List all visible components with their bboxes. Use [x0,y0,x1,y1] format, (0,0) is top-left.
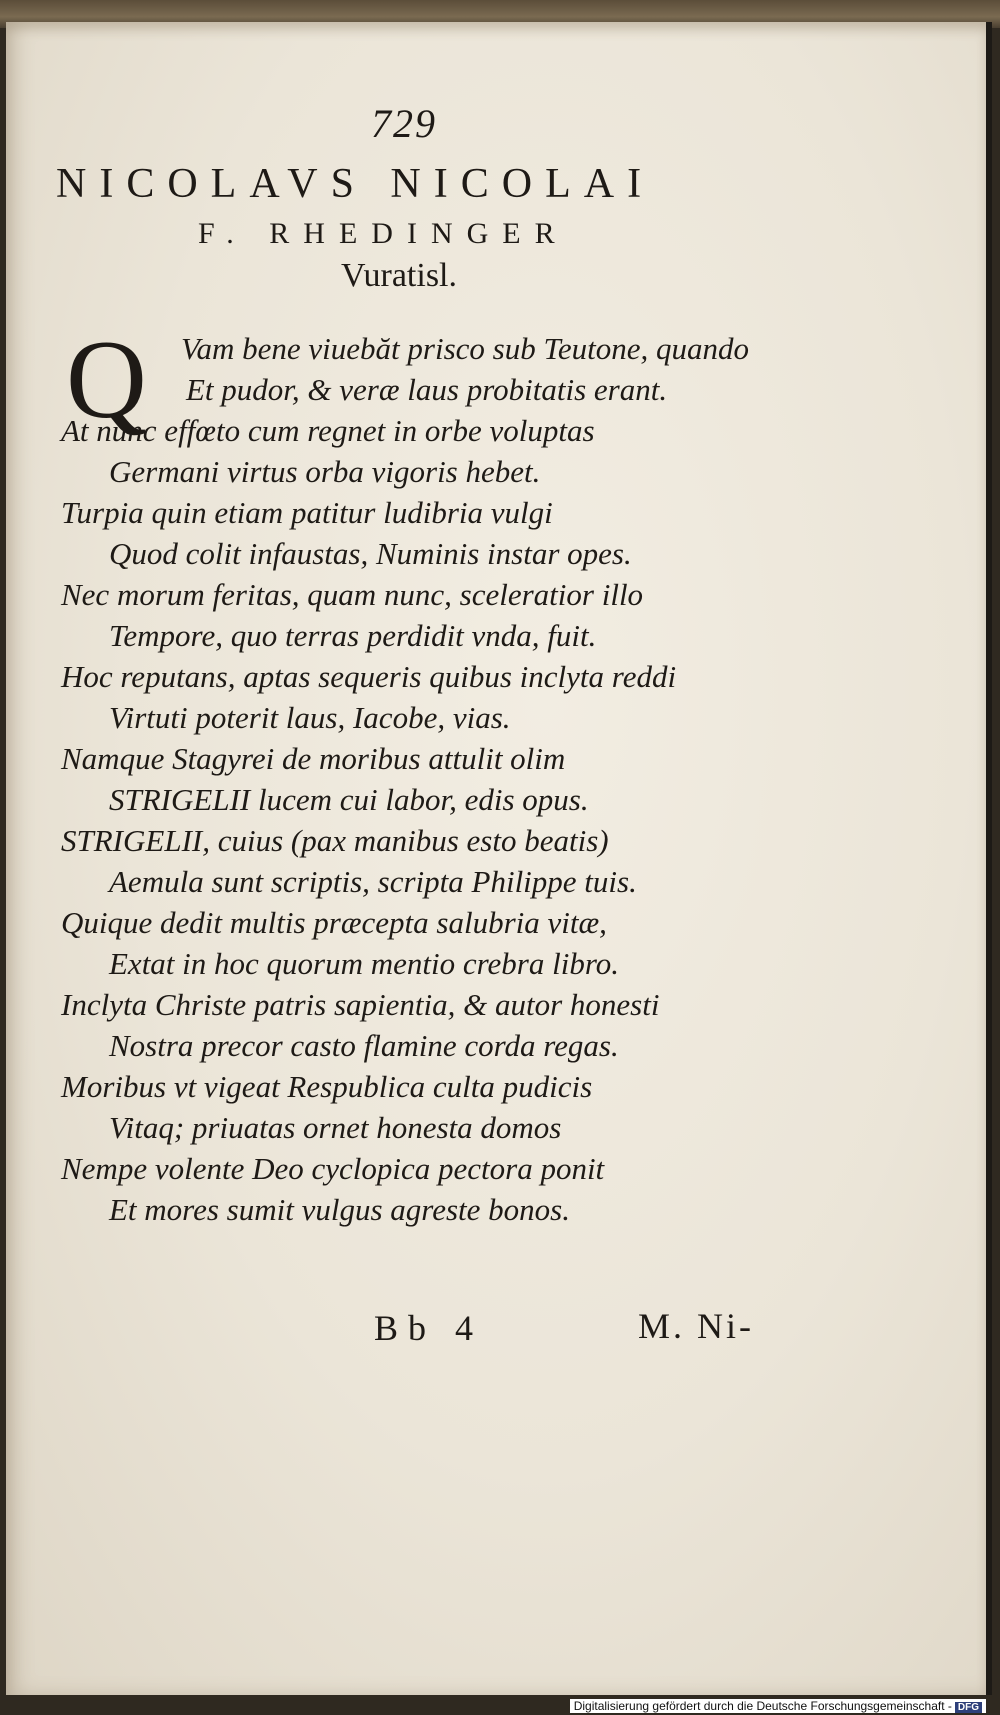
verse-line: Nempe volente Deo cyclopica pectora ponit [61,1151,605,1186]
dfg-logo: DFG [955,1702,982,1713]
credit-text: Digitalisierung gefördert durch die Deutsche Forschungsgemeinschaft - [573,1699,952,1713]
verse-line: Namque Stagyrei de moribus attulit olim [61,741,566,776]
digitization-credit [570,1699,986,1713]
verse-line: Hoc reputans, aptas sequeris quibus inclyta reddi [61,659,677,694]
author-origin-heading: Vuratisl. [341,257,457,294]
verse-line: Nec morum feritas, quam nunc, sceleratior illo [61,577,644,612]
verse-line: Extat in hoc quorum mentio crebra libro. [109,946,620,981]
verse-line: STRIGELII, cuius (pax manibus esto beatis) [61,823,609,858]
signature-mark: Bb 4 [374,1308,484,1348]
verse-line: Nostra precor casto flamine corda regas. [109,1028,619,1063]
verse-line: Vitaq; priuatas ornet honesta domos [109,1110,562,1145]
drop-cap-initial: Q [66,318,147,442]
verse-line: Et pudor, & veræ laus probitatis erant. [186,372,668,407]
verse-line: Quod colit infaustas, Numinis instar opes. [109,536,632,571]
verse-line: At nunc effœto cum regnet in orbe voluptas [61,413,595,448]
verse-line: Germani virtus orba vigoris hebet. [109,454,541,489]
verse-line: Et mores sumit vulgus agreste bonos. [109,1192,570,1227]
author-name-heading: NICOLAVS NICOLAI [56,161,655,207]
verse-line: Quique dedit multis præcepta salubria vitæ, [61,905,607,940]
verse-line: Tempore, quo terras perdidit vnda, fuit. [109,618,597,653]
verse-line: Virtuti poterit laus, Iacobe, vias. [109,700,511,735]
poem-body [61,328,781,1230]
page-number: 729 [371,101,437,146]
author-surname-heading: F. RHEDINGER [198,217,569,250]
book-page [6,22,992,1695]
verse-line: Aemula sunt scriptis, scripta Philippe tuis. [109,864,637,899]
verse-line: STRIGELII lucem cui labor, edis opus. [109,782,589,817]
verse-line: Turpia quin etiam patitur ludibria vulgi [61,495,553,530]
verse-line: Vam bene viuebăt prisco sub Teutone, quando [181,331,749,366]
catchword: M. Ni- [638,1306,754,1346]
verse-line: Moribus vt vigeat Respublica culta pudicis [61,1069,593,1104]
verse-line: Inclyta Christe patris sapientia, & autor honesti [61,987,660,1022]
